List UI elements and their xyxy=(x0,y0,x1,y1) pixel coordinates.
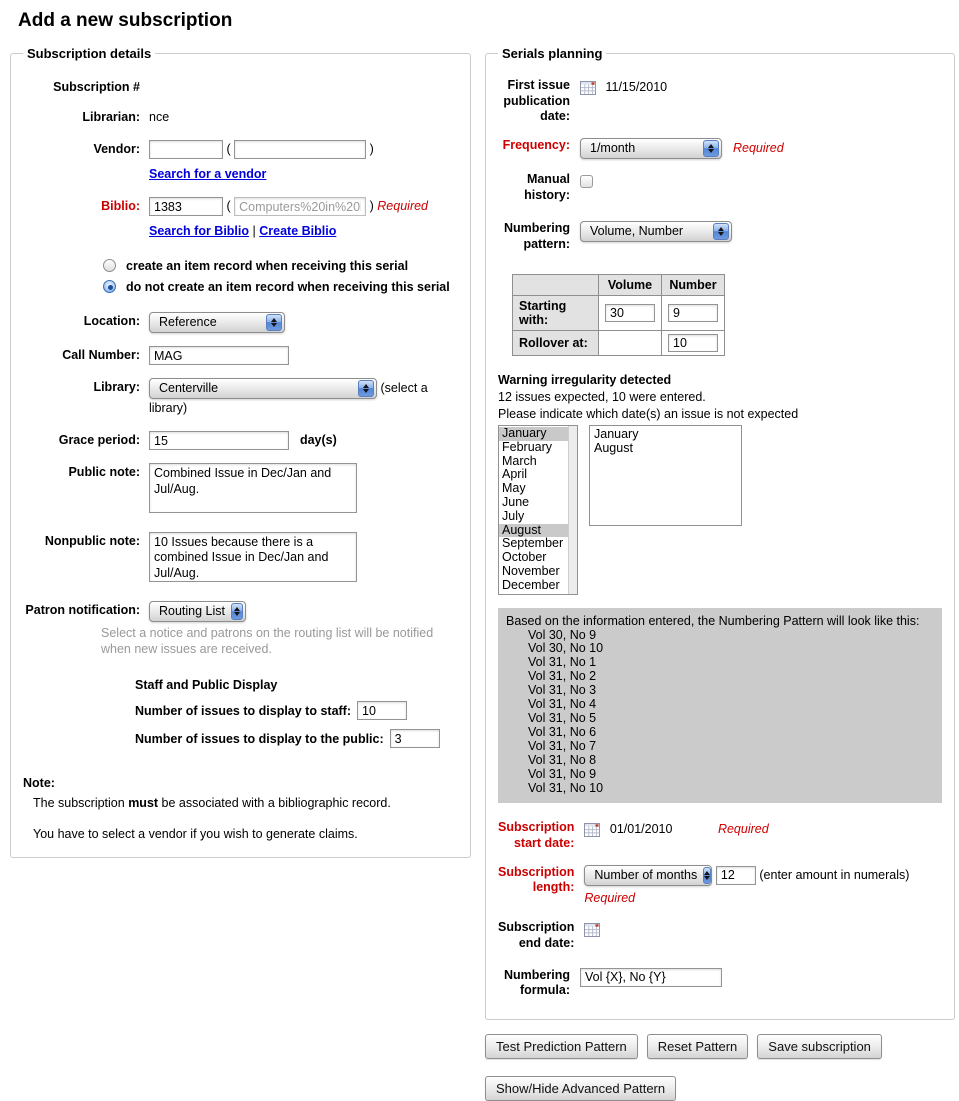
library-label: Library: xyxy=(93,380,140,395)
advanced-pattern-row xyxy=(485,1076,955,1101)
location-label: Location: xyxy=(83,313,140,328)
frequency-select[interactable] xyxy=(580,138,722,159)
end-date-label: Subscription end date: xyxy=(498,920,575,951)
test-prediction-pattern-button[interactable]: Test Prediction Pattern xyxy=(485,1034,638,1059)
biblio-row xyxy=(23,195,458,216)
subscription-details-fieldset xyxy=(10,46,471,858)
frequency-row xyxy=(498,136,942,159)
reset-pattern-button[interactable]: Reset Pattern xyxy=(647,1034,749,1059)
pattern-buttons-row xyxy=(485,1034,955,1059)
grace-period-label: Grace period: xyxy=(58,432,140,447)
note-section xyxy=(23,774,458,842)
staff-issues-label: Number of issues to display to staff: xyxy=(135,703,352,718)
create-item-radio-row xyxy=(103,259,458,273)
start-date-required-flag: Required xyxy=(717,822,769,837)
pattern-col-volume: Volume xyxy=(599,275,662,296)
staff-issues-input[interactable] xyxy=(357,701,407,720)
vendor-row xyxy=(23,138,458,159)
frequency-select-value: 1/month xyxy=(590,141,636,155)
vendor-paren-close: ) xyxy=(369,142,374,156)
numbering-preview-line: Vol 30, No 10 xyxy=(528,641,604,656)
rollover-at-label: Rollover at: xyxy=(513,331,599,356)
starting-with-label: Starting with: xyxy=(513,296,599,331)
numbering-pattern-label: Numbering pattern: xyxy=(504,221,570,251)
serials-planning-legend: Serials planning xyxy=(502,46,603,61)
numbering-preview-line: Vol 31, No 7 xyxy=(528,738,597,753)
numbering-preview-line: Vol 31, No 10 xyxy=(528,780,604,795)
save-subscription-button[interactable]: Save subscription xyxy=(757,1034,882,1059)
rollover-number-input[interactable] xyxy=(668,334,718,352)
rollover-at-row xyxy=(513,331,725,356)
public-note-textarea[interactable] xyxy=(149,463,357,513)
links-separator: | xyxy=(252,224,256,239)
length-unit-select[interactable] xyxy=(584,865,712,886)
create-biblio-link[interactable]: Create Biblio xyxy=(259,224,337,239)
length-row xyxy=(498,863,942,908)
librarian-value: nce xyxy=(149,110,170,125)
page-title: Add a new subscription xyxy=(18,10,233,31)
subscription-number-row xyxy=(23,76,458,95)
month-option[interactable]: July xyxy=(502,508,525,523)
biblio-paren-close: ) xyxy=(369,198,374,213)
irregularity-pickers xyxy=(498,425,942,595)
length-required-flag: Required xyxy=(584,890,636,905)
month-option[interactable]: January xyxy=(499,427,568,441)
start-date-row xyxy=(498,818,942,851)
numbering-pattern-table xyxy=(512,274,725,356)
library-row xyxy=(23,376,458,418)
select-stepper-icon xyxy=(231,603,243,620)
numbering-preview-line: Vol 31, No 3 xyxy=(528,683,597,698)
grace-period-input[interactable] xyxy=(149,431,289,450)
serials-planning-fieldset xyxy=(485,46,955,1020)
numbering-formula-row xyxy=(498,966,942,999)
select-stepper-icon xyxy=(703,867,711,884)
staff-public-display-heading: Staff and Public Display xyxy=(135,678,278,693)
vendor-search-row xyxy=(23,163,458,184)
numbering-pattern-row xyxy=(498,219,942,252)
create-item-radio-label: create an item record when receiving this serial xyxy=(126,258,409,273)
frequency-label: Frequency: xyxy=(502,137,570,152)
starting-volume-input[interactable] xyxy=(605,304,655,322)
numbering-preview-line: Vol 31, No 1 xyxy=(528,655,597,670)
biblio-paren-open: ( xyxy=(226,198,231,213)
nonpublic-note-textarea[interactable] xyxy=(149,532,357,582)
biblio-links-row xyxy=(23,220,458,241)
first-issue-row xyxy=(498,76,942,125)
biblio-number-input[interactable] xyxy=(149,197,223,216)
call-number-input[interactable] xyxy=(149,346,289,365)
librarian-row xyxy=(23,106,458,127)
first-issue-date-value: 11/15/2010 xyxy=(605,80,668,94)
manual-history-label: Manual history: xyxy=(524,171,570,202)
warning-title: Warning irregularity detected xyxy=(498,373,672,388)
month-option[interactable]: March xyxy=(502,453,537,468)
form-columns xyxy=(10,46,955,1101)
numbering-preview-line: Vol 31, No 8 xyxy=(528,752,597,767)
start-date-value: 01/01/2010 xyxy=(609,822,673,837)
subscription-number-label: Subscription # xyxy=(53,80,140,94)
length-unit-select-value: Number of months xyxy=(594,867,698,882)
nonpublic-note-label: Nonpublic note: xyxy=(44,533,140,548)
no-create-item-radio-label: do not create an item record when receiving this serial xyxy=(126,279,450,294)
select-stepper-icon xyxy=(703,140,719,157)
month-option[interactable]: November xyxy=(502,563,560,578)
numbering-preview-line: Vol 30, No 9 xyxy=(528,627,597,642)
month-option[interactable]: February xyxy=(502,439,553,454)
vendor-id-input[interactable] xyxy=(149,140,223,159)
note-heading: Note: xyxy=(23,776,55,791)
call-number-label: Call Number: xyxy=(62,347,140,362)
grace-period-suffix: day(s) xyxy=(299,432,337,447)
numbering-preview-intro: Based on the information entered, the Numbering Pattern will look like this: xyxy=(506,613,920,628)
month-option[interactable]: October xyxy=(502,550,547,565)
month-option[interactable]: April xyxy=(502,467,528,482)
subscription-details-legend: Subscription details xyxy=(27,46,152,61)
search-biblio-link[interactable]: Search for Biblio xyxy=(149,224,250,239)
calendar-icon[interactable] xyxy=(584,922,601,938)
note-line-1: The subscription must be associated with a bibliographic record. xyxy=(33,796,391,811)
calendar-icon[interactable] xyxy=(584,822,601,838)
numbering-preview-line: Vol 31, No 4 xyxy=(528,697,597,712)
month-option[interactable]: May xyxy=(502,481,526,496)
patron-notification-row xyxy=(23,599,458,622)
select-stepper-icon xyxy=(266,314,282,331)
public-issues-row xyxy=(135,729,458,748)
no-create-item-radio-row xyxy=(103,280,458,294)
public-note-row xyxy=(23,461,458,519)
length-label: Subscription length: xyxy=(498,864,575,895)
note-line-2: You have to select a vendor if you wish to generate claims. xyxy=(33,826,358,841)
patron-notification-hint: Select a notice and patrons on the routing list will be notified when new issues are received. xyxy=(101,625,434,657)
months-multiselect[interactable] xyxy=(498,425,578,595)
numbering-preview-line: Vol 31, No 5 xyxy=(528,711,597,725)
library-hint: (select a library) xyxy=(149,380,428,416)
search-vendor-link[interactable]: Search for a vendor xyxy=(149,167,267,182)
numbering-pattern-select[interactable] xyxy=(580,221,732,242)
irregularity-entry: August xyxy=(594,441,633,455)
numbering-formula-label: Numbering formula: xyxy=(504,967,570,998)
patron-notification-label: Patron notification: xyxy=(25,602,140,617)
manual-history-row xyxy=(498,170,942,203)
librarian-label: Librarian: xyxy=(82,110,140,125)
numbering-preview-line: Vol 31, No 6 xyxy=(528,724,597,739)
length-hint: (enter amount in numerals) xyxy=(759,867,910,882)
grace-period-row xyxy=(23,429,458,450)
location-row xyxy=(23,310,458,333)
irregularity-selected-box[interactable] xyxy=(589,425,742,526)
call-number-row xyxy=(23,344,458,365)
patron-notification-select[interactable] xyxy=(149,601,246,622)
numbering-preview-box xyxy=(498,608,942,804)
biblio-required-flag: Required xyxy=(377,198,429,213)
month-option[interactable]: June xyxy=(502,494,530,509)
vendor-paren-open: ( xyxy=(226,142,231,156)
select-stepper-icon xyxy=(713,223,729,240)
numbering-preview-line: Vol 31, No 2 xyxy=(528,669,597,684)
public-issues-label: Number of issues to display to the public: xyxy=(135,731,384,746)
start-date-label: Subscription start date: xyxy=(498,820,575,851)
public-issues-input[interactable] xyxy=(390,729,440,748)
location-select-value: Reference xyxy=(159,315,217,330)
calendar-icon[interactable] xyxy=(580,80,597,96)
starting-with-row xyxy=(513,296,725,331)
vendor-label: Vendor: xyxy=(93,142,140,156)
no-create-item-radio[interactable] xyxy=(103,280,116,293)
warning-line-2: Please indicate which date(s) an issue is not expected xyxy=(498,407,799,422)
biblio-label: Biblio: xyxy=(101,198,140,213)
numbering-preview-line: Vol 31, No 9 xyxy=(528,766,597,781)
pattern-col-number: Number xyxy=(662,275,725,296)
frequency-required-flag: Required xyxy=(732,140,784,155)
location-select[interactable] xyxy=(149,312,285,333)
starting-number-input[interactable] xyxy=(668,304,718,322)
numbering-pattern-select-value: Volume, Number xyxy=(590,224,684,239)
irregularity-warning xyxy=(498,372,942,423)
rollover-volume-cell xyxy=(599,331,662,356)
show-hide-advanced-pattern-button[interactable]: Show/Hide Advanced Pattern xyxy=(485,1076,676,1101)
manual-history-checkbox[interactable] xyxy=(580,175,593,188)
nonpublic-note-row xyxy=(23,530,458,588)
public-note-label: Public note: xyxy=(68,465,140,480)
vendor-name-input[interactable] xyxy=(234,140,366,159)
month-option[interactable]: December xyxy=(502,577,560,592)
first-issue-label: First issue publication date: xyxy=(503,78,570,124)
staff-issues-row xyxy=(135,701,458,720)
biblio-title-input[interactable] xyxy=(234,197,366,216)
end-date-row xyxy=(498,918,942,951)
month-option[interactable]: September xyxy=(502,536,564,551)
select-stepper-icon xyxy=(358,380,374,397)
irregularity-entry: January xyxy=(594,427,639,441)
numbering-formula-input[interactable] xyxy=(580,968,722,987)
warning-line-1: 12 issues expected, 10 were entered. xyxy=(498,390,706,405)
month-option[interactable]: August xyxy=(499,524,568,538)
patron-notification-select-value: Routing List xyxy=(159,603,226,618)
numbering-preview-lines xyxy=(506,629,934,796)
length-amount-input[interactable] xyxy=(716,866,756,885)
library-select-value: Centerville xyxy=(159,381,219,396)
library-select[interactable] xyxy=(149,378,377,399)
create-item-radio[interactable] xyxy=(103,259,116,272)
